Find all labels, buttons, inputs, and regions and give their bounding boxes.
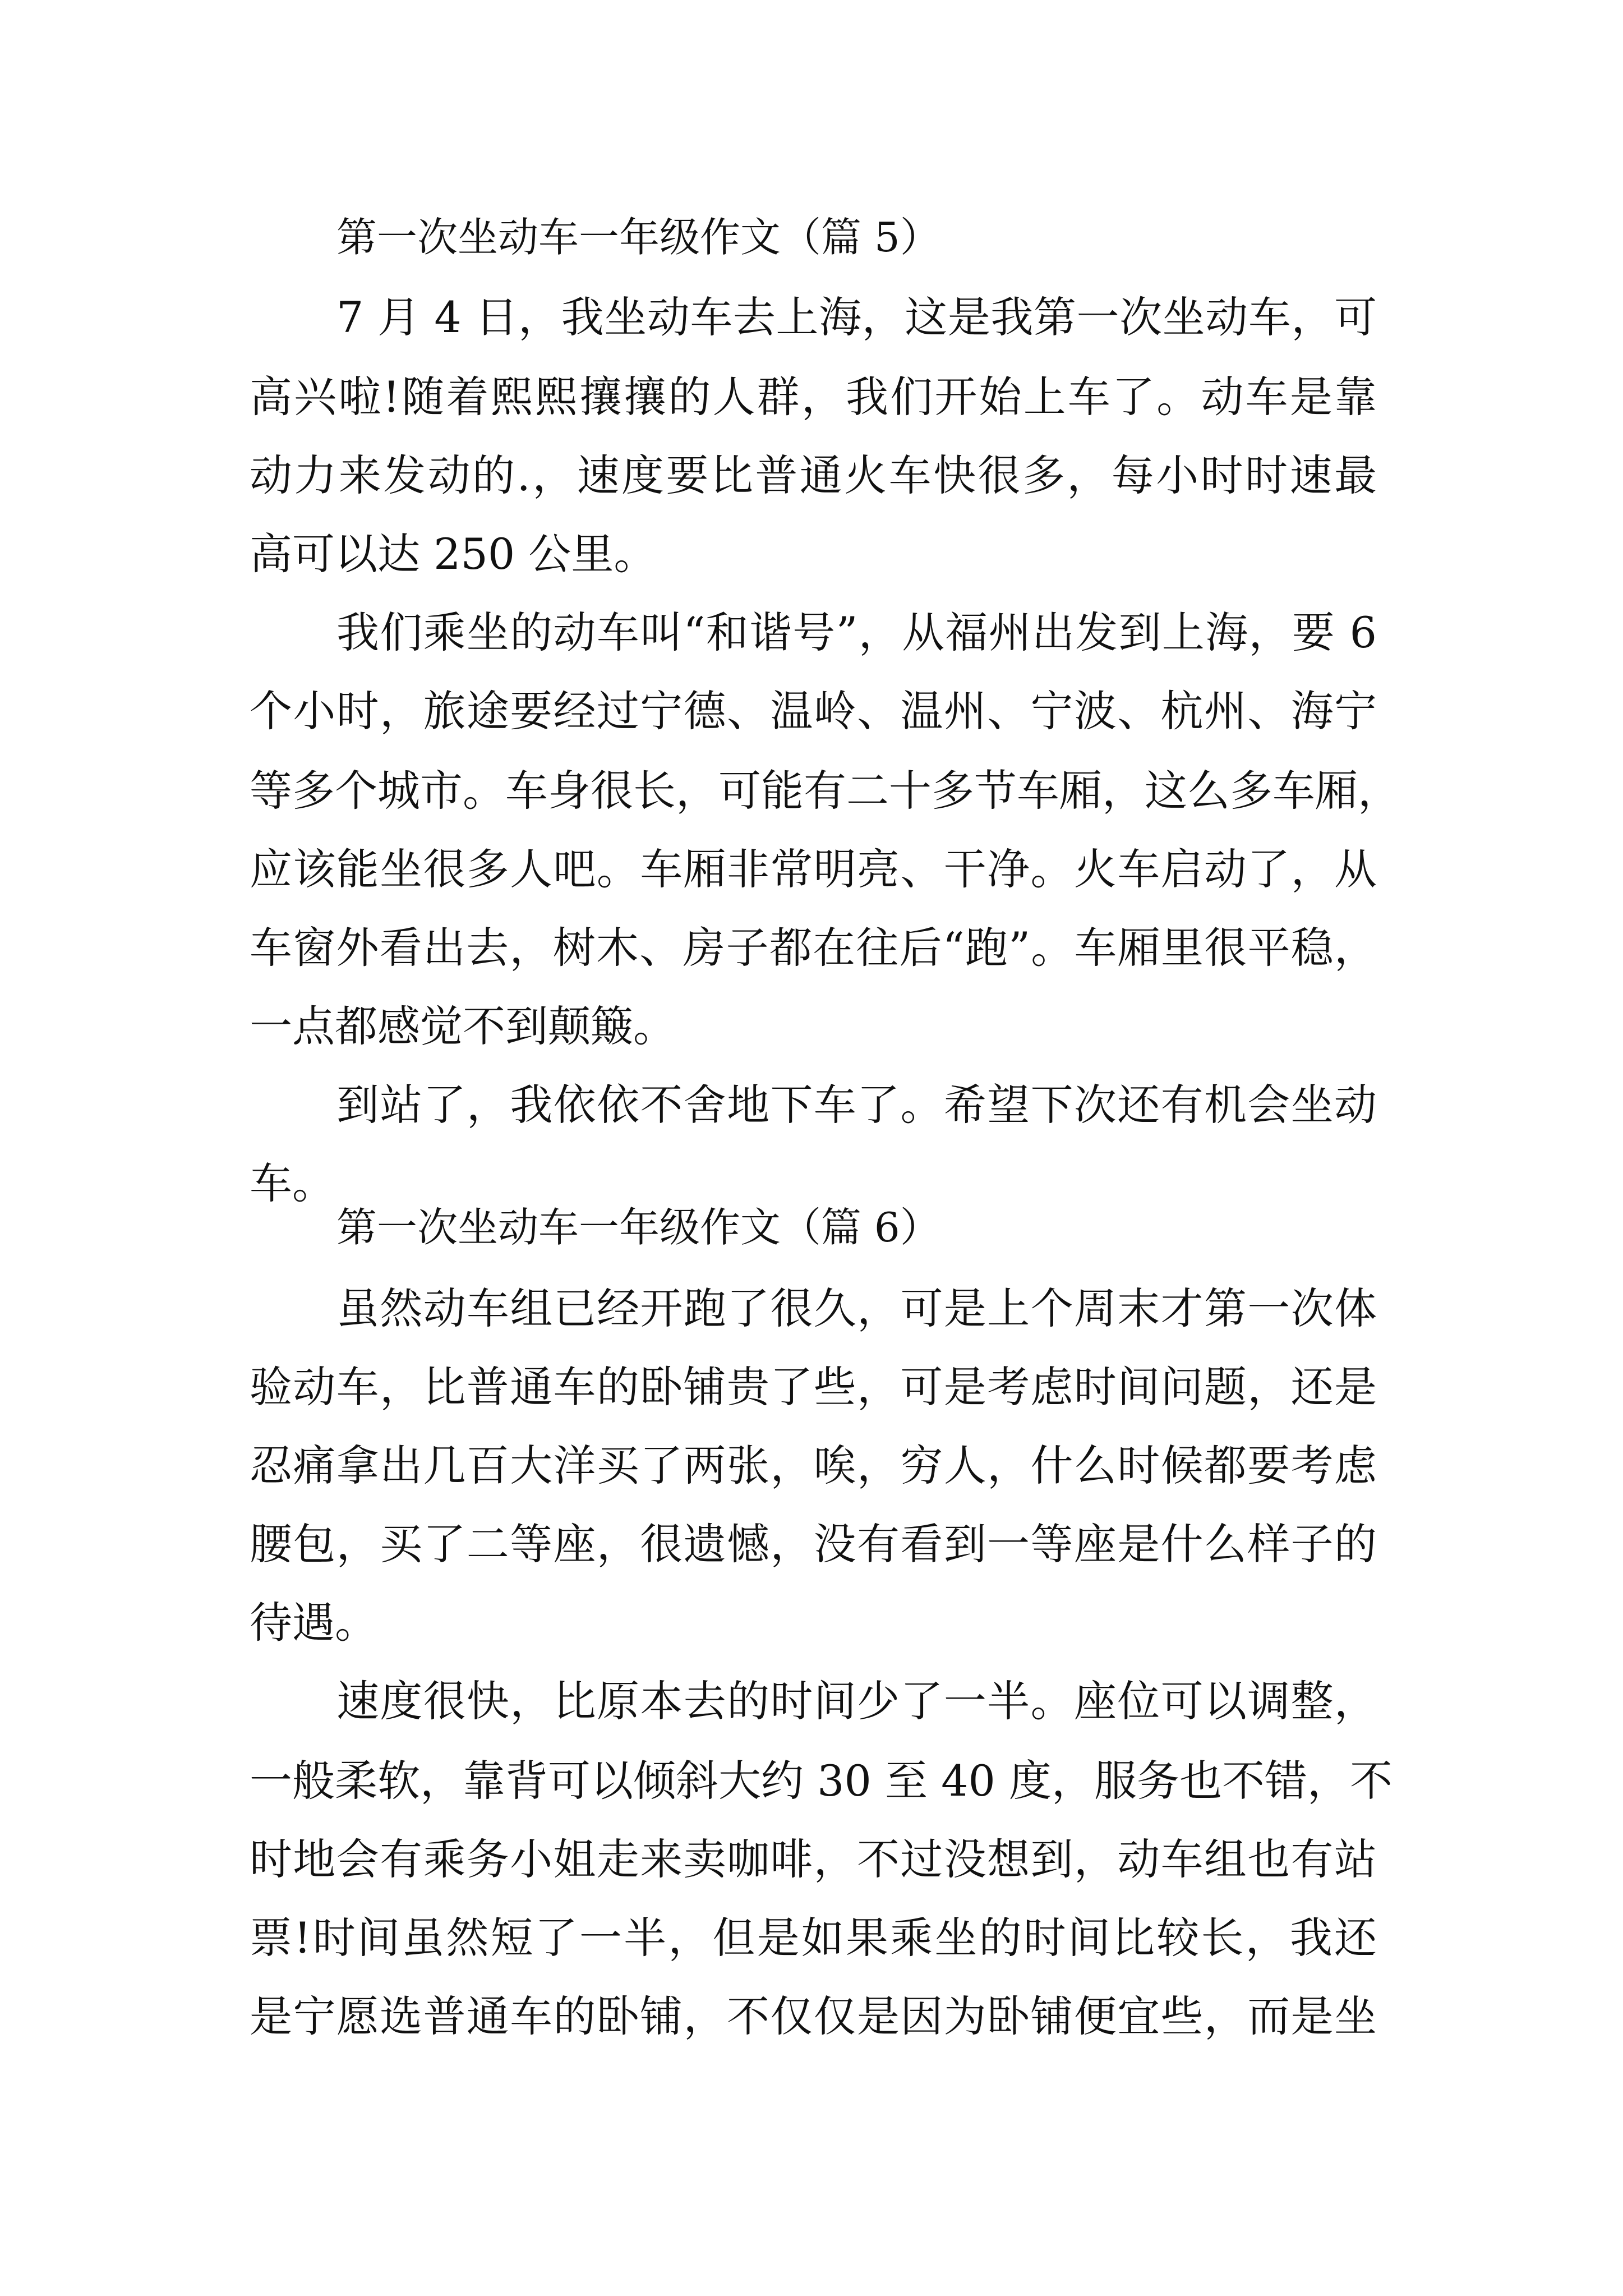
paragraph-line: 一般柔软，靠背可以倾斜大约 30 至 40 度，服务也不错，不	[250, 1756, 1393, 1806]
paragraph-line: 高兴啦!随着熙熙攘攘的人群，我们开始上车了。动车是靠	[250, 372, 1377, 422]
section-5-heading: 第一次坐动车一年级作文（篇 5）	[336, 214, 940, 261]
paragraph-line: 动力来发动的.，速度要比普通火车快很多，每小时时速最	[250, 450, 1377, 500]
paragraph-line: 是宁愿选普通车的卧铺，不仅仅是因为卧铺便宜些，而是坐	[250, 1991, 1377, 2041]
section-6-heading: 第一次坐动车一年级作文（篇 6）	[336, 1204, 940, 1251]
paragraph-line: 到站了，我依依不舍地下车了。希望下次还有机会坐动	[336, 1080, 1377, 1130]
paragraph-line: 高可以达 250 公里。	[250, 529, 657, 579]
paragraph-line: 车窗外看出去，树木、房子都在往后“跑”。车厢里很平稳，	[250, 923, 1377, 973]
paragraph-line: 虽然动车组已经开跑了很久，可是上个周末才第一次体	[336, 1283, 1377, 1333]
paragraph-line: 速度很快，比原本去的时间少了一半。座位可以调整，	[336, 1676, 1377, 1726]
paragraph-line: 个小时，旅途要经过宁德、温岭、温州、宁波、杭州、海宁	[250, 686, 1377, 736]
paragraph-line: 车。	[250, 1158, 335, 1208]
paragraph-line: 一点都感觉不到颠簸。	[250, 1001, 676, 1051]
paragraph-line: 验动车，比普通车的卧铺贵了些，可是考虑时间问题，还是	[250, 1362, 1377, 1412]
paragraph-line: 腰包，买了二等座，很遗憾，没有看到一等座是什么样子的	[250, 1519, 1377, 1569]
paragraph-line: 我们乘坐的动车叫“和谐号”，从福州出发到上海，要 6	[336, 608, 1377, 657]
paragraph-line: 等多个城市。车身很长，可能有二十多节车厢，这么多车厢，	[250, 766, 1400, 816]
paragraph-line: 时地会有乘务小姐走来卖咖啡，不过没想到，动车组也有站	[250, 1834, 1377, 1884]
paragraph-line: 票!时间虽然短了一半，但是如果乘坐的时间比较长，我还	[250, 1913, 1377, 1963]
paragraph-line: 7 月 4 日，我坐动车去上海，这是我第一次坐动车，可	[336, 292, 1377, 342]
paragraph-line: 待遇。	[250, 1598, 377, 1648]
paragraph-line: 应该能坐很多人吧。车厢非常明亮、干净。火车启动了，从	[250, 844, 1377, 894]
paragraph-line: 忍痛拿出几百大洋买了两张，唉，穷人，什么时候都要考虑	[250, 1441, 1377, 1490]
